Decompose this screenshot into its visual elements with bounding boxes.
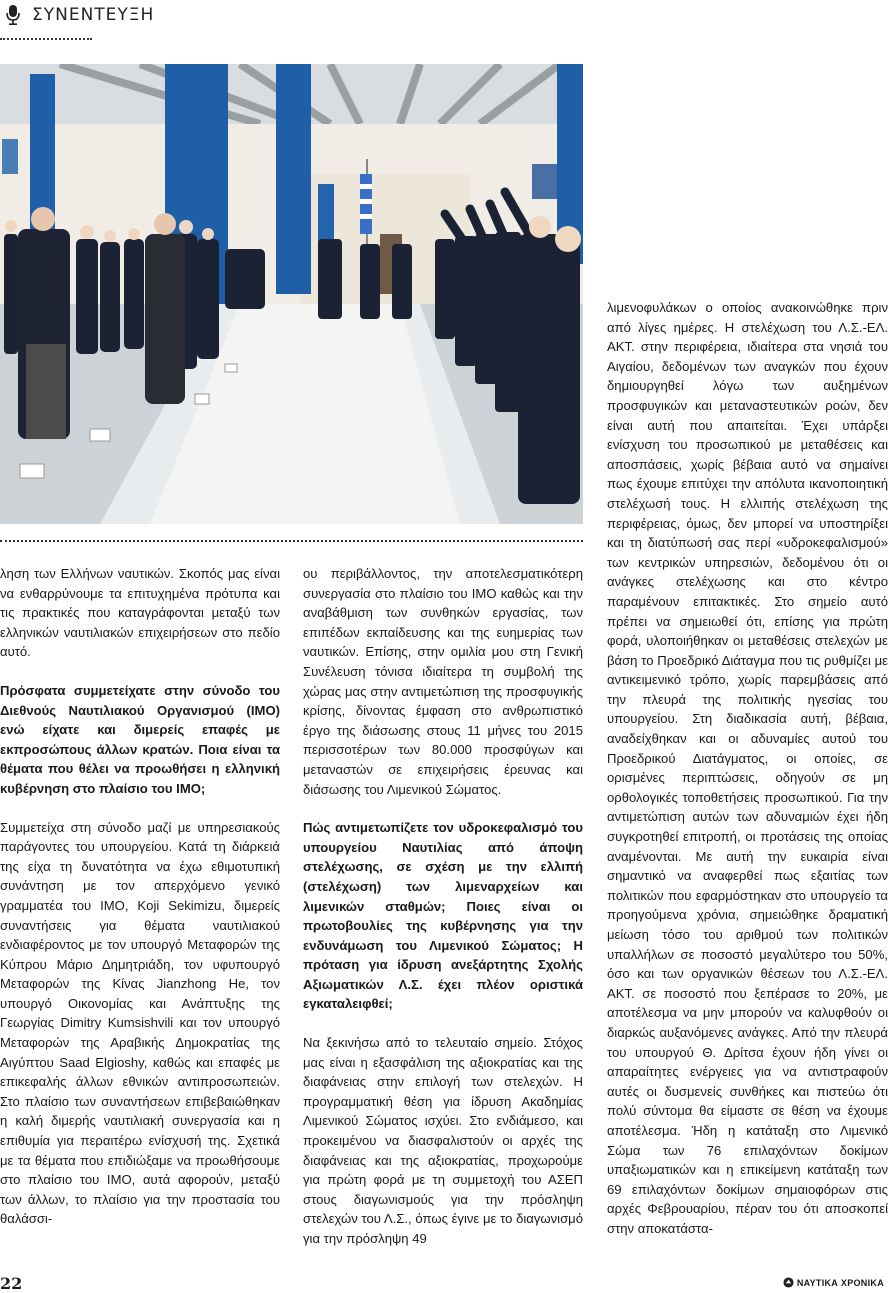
ceremony-photo <box>0 64 583 524</box>
page-number: 22 <box>0 1274 23 1293</box>
photo-divider <box>0 540 583 542</box>
paragraph: ου περιβάλλοντος, την αποτελεσματικότερη συνεργασία στο πλαίσιο του ΙΜΟ καθώς και την αναβάθμιση των συνθηκών εργασίας, των επιπέδων εκπαίδευσης και της ευημερίας των ναυτικών. Επίσης, στην ομιλία μου στη Γενική Συνέλευση τόνισα ιδιαίτερα τη συμβολή της χώρας μας στην αντιμετώπιση της προσφυγικής κρίσης, δίνοντας έμφαση στο ανθρωπιστικό έργο της διάσωσης στους 11 μήνες του 2015 περισσοτέρων των 80.000 προσφύγων και μεταναστών σε επιχειρήσεις έρευνας και διάσωσης του Λιμενικού Σώματος. <box>303 566 583 797</box>
text-column-2 <box>303 564 583 1249</box>
text-column-1 <box>0 564 280 1229</box>
brand-name: ΝΑΥΤΙΚΑ ΧΡΟΝΙΚΑ <box>796 1277 884 1288</box>
microphone-icon <box>6 5 20 25</box>
paragraph: Συμμετείχα στη σύνοδο μαζί με υπηρεσιακούς παράγοντες του υπουργείου. Κατά τη διάρκειά της είχα τη δυνατότητα να έχω εθιμοτυπική συνάντηση με τον απερχόμενο γενικό γραμματέα του ΙΜΟ, Koji Sekimizu, διμερείς συναντήσεις για θέματα ναυτιλιακού ενδιαφέροντος με τον υπουργό Μεταφορών της Κύπρου Μάριο Δημητριάδη, τον υφυπουργό Μεταφορών της Κίνας Jianzhong He, τον υπουργό Οικονομίας και Ανάπτυξης της Γεωργίας Dimitry Kumsishvili και τον υπουργό Μεταφορών της Αραβικής Δημοκρατίας της Αιγύπτου Saad Elgioshy, καθώς και επαφές με επικεφαλής άλλων εθνικών αντιπροσωπειών. Στο πλαίσιο των συναντήσεων επιβεβαιώθηκαν η καλή διμερής ναυτιλιακή συνεργασία και η επιθυμία για περαιτέρω ενίσχυσή της. Σχετικά με τα θέματα που επιδιώξαμε να προωθήσουμε στο πλαίσιο του ΙΜΟ, αυτά αφορούν, μεταξύ των άλλων, το πλαίσιο για την προστασία του θαλάσσι- <box>0 819 280 1227</box>
header-divider <box>0 38 92 40</box>
paragraph: λιμενοφυλάκων ο οποίος ανακοινώθηκε πριν από λίγες ημέρες. Η στελέχωση του Λ.Σ.-ΕΛ. ΑΚΤ. στην περιφέρεια, ιδιαίτερα στα νησιά του Αιγαίου, δεδομένων των αναγκών που έχουν δημιουργηθεί λόγω των αυξημένων προσφυγικών και μεταναστευτικών ροών, δεν είναι αυτή που απαιτείται. Έχει υπάρξει ενίσχυση του προσωπικού με μεταθέσεις και αποσπάσεις, χωρίς βέβαια αυτό να σημαίνει πως έχουμε επιτύχει την απόλυτα ικανοποιητική στελέχωσή τους. Η ελλιπής στελέχωση της περιφέρειας, όμως, δεν μπορεί να υποστηρίξει και τη διατύπωσή σας περί «υδροκεφαλισμού» των κεντρικών υπηρεσιών, δεδομένου ότι οι ανάγκες στελέχωσης και στο κέντρο παραμένουν επιτακτικές. Στο σημείο αυτό πρέπει να σημειωθεί ότι, επίσης για πρώτη φορά, υλοποιήθηκαν οι μεταθέσεις στελεχών με βάση το Προεδρικό Διάταγμα που τις ρυθμίζει με αντικειμενικό τρόπο, χωρίς παρεμβάσεις από την πλευρά της πολιτικής ηγεσίας του υπουργείου. Στη διαδικασία αυτή, βέβαια, αναδείχθηκαν και οι αδυναμίες αυτού του Προεδρικού Διατάγματος, οι οποίες, σε ορισμένες περιπτώσεις, οδηγούν σε μη ορθολογικές τοποθετήσεις προσωπικού. Για την αντιμετώπιση αυτών των αδυναμιών έχει ήδη συγκροτηθεί επιτροπή, οι προτάσεις της οποίας αναμένονται. Με αυτή την ευκαιρία είναι σημαντικό να αναφερθεί πως εξαιτίας των πολιτικών που εφαρμόστηκαν στο υπουργείο τα προηγούμενα χρόνια, σημειώθηκε δραματική μείωση τόσο του αριθμού των πολιτικών υπαλλήλων σε ποσοστό μεγαλύτερο του 50%, όσο και των οργανικών θέσεων του Λ.Σ.-ΕΛ. ΑΚΤ. σε ποσοστό που ξεπέρασε το 20%, με αποτέλεσμα να μην μπορούν να καλυφθούν οι διαρκώς αυξανόμενες ανάγκες. Από την πλευρά του υπουργού Θ. Δρίτσα έχουν ήδη γίνει οι απαραίτητες ενέργειες για να αντιστραφούν αυτές οι δυσμενείς συνθήκες και πιστεύω ότι πολύ σύντομα θα είμαστε σε θέση να έχουμε αποτέλεσμα. Ήδη η κατάταξη στο Λιμενικό Σώμα των 76 επιλαχόντων δοκίμων υπαξιωματικών και η επικείμενη κατάταξη των 69 επιλαχόντων δοκίμων σημαιοφόρων στις αρχές Φεβρουαρίου, πέραν του ότι αποσκοπεί στην αποκατάστα- <box>607 300 888 1236</box>
text-column-3 <box>607 298 888 1239</box>
page-header <box>6 0 154 30</box>
brand-footer <box>783 1277 884 1288</box>
interview-question: Πώς αντιμετωπίζετε τον υδροκεφαλισμό του υπουργείου Ναυτιλίας από άποψη στελέχωσης, σε σχέση με την ελλιπή (στελέχωση) των λιμεναρχείων και λιμενικών σταθμών; Ποιες είναι οι πρωτοβουλίες της κυβέρνησης για την ενδυνάμωση του Λιμενικού Σώματος; Η πρόταση για ίδρυση ανεξάρτητης Σχολής Αξιωματικών Λ.Σ. έχει πλέον οριστικά εγκαταλειφθεί; <box>303 820 583 1012</box>
paragraph: Να ξεκινήσω από το τελευταίο σημείο. Στόχος μας είναι η εξασφάλιση της αξιοκρατίας και της διαφάνειας στην επιλογή των στελεχών. Η προγραμματική θέση για ίδρυση Ακαδημίας Λιμενικού Σώματος ισχύει. Στο ενδιάμεσο, και προκειμένου να διασφαλιστούν οι αρχές της διαφάνειας και της αξιοκρατίας, προχωρούμε για πρώτη φορά με τη συμμετοχή του ΑΣΕΠ στους διαγωνισμούς για την πρόσληψη στελεχών του Λ.Σ., όπως έγινε με το διαγωνισμό για την πρόσληψη 49 <box>303 1035 583 1246</box>
section-title: ΣΥΝΕΝΤΕΥΞΗ <box>32 5 155 25</box>
brand-logo-icon <box>783 1277 794 1288</box>
paragraph: ληση των Ελλήνων ναυτικών. Σκοπός μας είναι να ενθαρρύνουμε τα επιτυχημένα πρότυπα και τις πρακτικές που καταγράφονται μεταξύ των ελληνικών ναυτιλιακών επιχειρήσεων στο πεδίο αυτό. <box>0 566 280 660</box>
interview-question: Πρόσφατα συμμετείχατε στην σύνοδο του Διεθνούς Ναυτιλιακού Οργανισμού (ΙΜΟ) ενώ είχατε και διμερείς επαφές με εκπροσώπους άλλων κρατών. Ποια είναι τα θέματα που θέλει να προωθήσει η ελληνική κυβέρνηση στο πλαίσιο του ΙΜΟ; <box>0 682 280 796</box>
